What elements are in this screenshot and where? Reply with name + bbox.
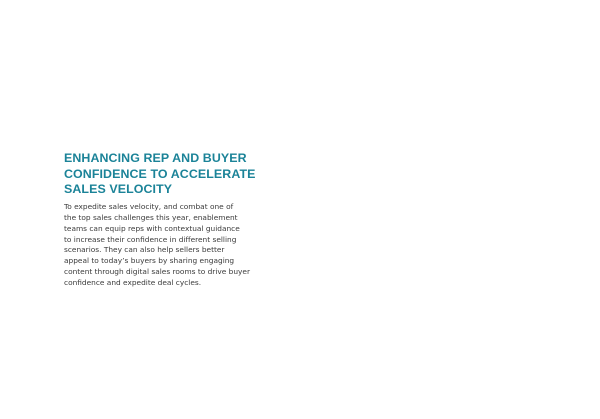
body-line: appeal to today’s buyers by sharing engaging: [64, 256, 235, 266]
body-line: content through digital sales rooms to drive buyer: [64, 267, 251, 277]
heading-line: ENHANCING REP AND BUYER: [64, 151, 247, 165]
section-heading: [64, 151, 264, 198]
heading-line: SALES VELOCITY: [64, 182, 173, 197]
body-line: teams can equip reps with contextual guidance: [64, 223, 240, 233]
heading-line: CONFIDENCE TO ACCELERATE: [64, 166, 256, 181]
content-section: [64, 151, 264, 289]
body-line: the top sales challenges this year, enablement: [64, 212, 238, 222]
section-body-paragraph: [64, 202, 264, 289]
body-line: confidence and expedite deal cycles.: [64, 278, 202, 288]
body-line: To expedite sales velocity, and combat one of: [64, 201, 234, 211]
body-line: to increase their confidence in different selling: [64, 234, 237, 244]
body-line: scenarios. They can also help sellers better: [64, 245, 225, 255]
